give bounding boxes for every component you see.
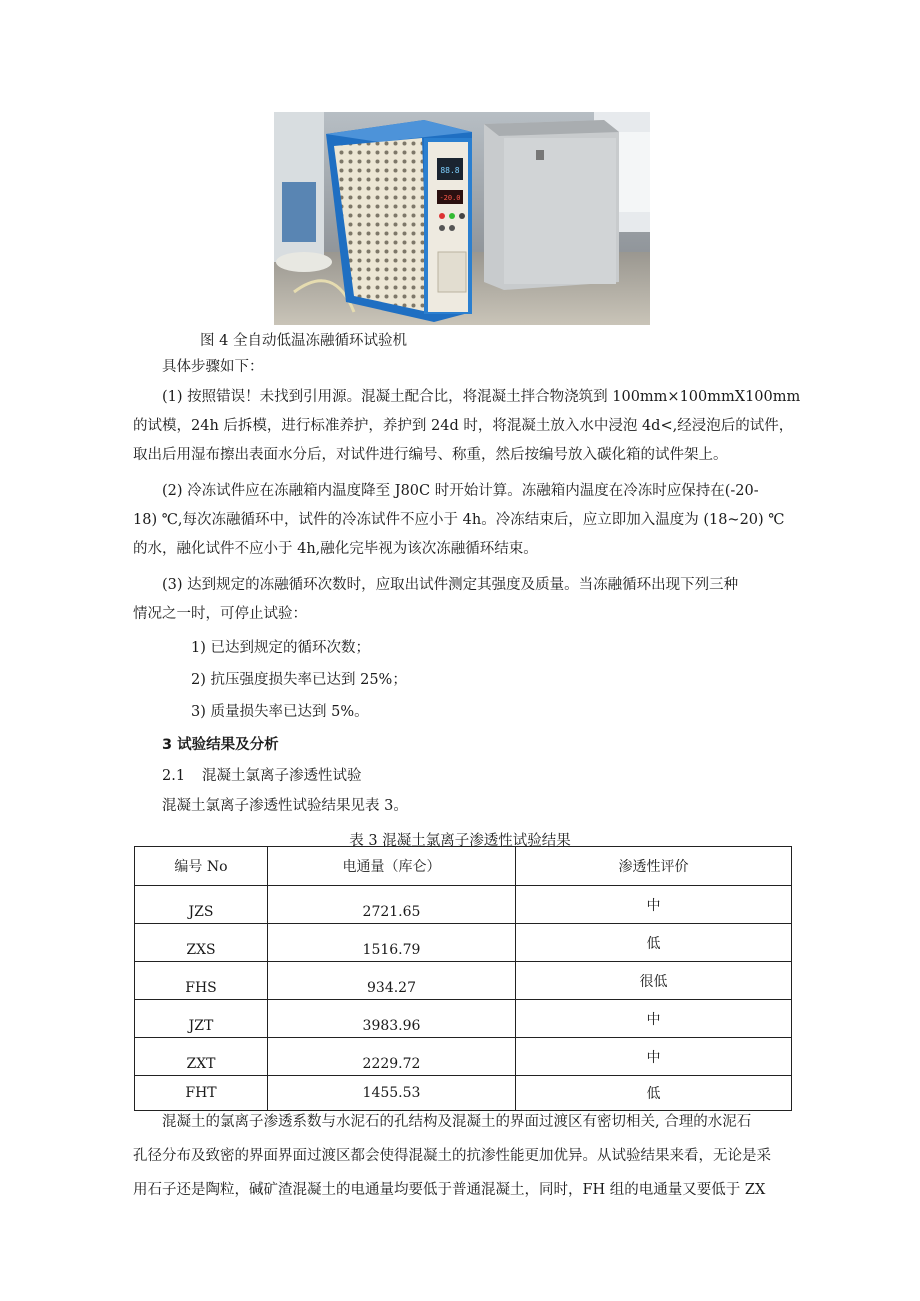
panel-display-bottom: -20.0 xyxy=(439,194,461,202)
cell-rating: 低 xyxy=(516,1076,792,1111)
subsection-heading xyxy=(162,764,362,785)
step-2-line-2: 18) ℃,每次冻融循环中，试件的冷冻试件不应小于 4h。冷冻结束后，应立即加入温度为 (18~20) ℃ xyxy=(133,512,785,528)
step-2 xyxy=(133,477,793,564)
table-row xyxy=(135,1076,792,1111)
step-1 xyxy=(133,383,801,470)
cell-flux: 2229.72 xyxy=(268,1038,516,1076)
cell-id: FHS xyxy=(135,962,268,1000)
step-2-line-1: (2) 冷冻试件应在冻融箱内温度降至 J80C 时开始计算。冻融箱内温度在冷冻时应保持在(-20- xyxy=(162,483,759,499)
stop-condition-2: 2) 抗压强度损失率已达到 25%； xyxy=(191,672,407,688)
header-flux: 电通量（库仑） xyxy=(268,847,516,886)
cell-rating: 中 xyxy=(516,1038,792,1076)
cell-flux: 1455.53 xyxy=(268,1076,516,1111)
cell-id: ZXT xyxy=(135,1038,268,1076)
results-table xyxy=(134,846,792,1111)
steps-intro xyxy=(133,353,793,382)
header-id: 编号 No xyxy=(135,847,268,886)
table-row xyxy=(135,1000,792,1038)
cell-rating: 很低 xyxy=(516,962,792,1000)
table-row xyxy=(135,1038,792,1076)
figure-caption: 图 4 全自动低温冻融循环试验机 xyxy=(200,333,407,349)
header-rating: 渗透性评价 xyxy=(516,847,792,886)
analysis-line-3: 用石子还是陶粒，碱矿渣混凝土的电通量均要低于普通混凝土，同时，FH 组的电通量又要低于 ZX xyxy=(133,1182,766,1198)
cell-id: JZS xyxy=(135,886,268,924)
cell-id: FHT xyxy=(135,1076,268,1111)
cell-rating: 中 xyxy=(516,1000,792,1038)
table-row xyxy=(135,962,792,1000)
table-caption: 表 3 混凝土氯离子渗透性试验结果 xyxy=(349,833,571,849)
figure-4-photo xyxy=(274,112,650,325)
table-row xyxy=(135,924,792,962)
step-1-line-2: 的试模，24h 后拆模，进行标准养护，养护到 24d 时，将混凝土放入水中浸泡 4d<,经浸泡后的试件， xyxy=(133,418,794,434)
analysis-line-1: 混凝土的氯离子渗透系数与水泥石的孔结构及混凝土的界面过渡区有密切相关, 合理的水泥石 xyxy=(162,1114,752,1130)
step-3-line-1: (3) 达到规定的冻融循环次数时，应取出试件测定其强度及质量。当冻融循环出现下列三种 xyxy=(162,577,739,593)
cell-rating: 低 xyxy=(516,924,792,962)
steps-intro-text: 具体步骤如下： xyxy=(162,359,264,375)
cell-flux: 934.27 xyxy=(268,962,516,1000)
panel-display-top: 88.8 xyxy=(440,166,460,175)
analysis-paragraph xyxy=(133,1108,793,1205)
step-1-line-3: 取出后用湿布擦出表面水分后，对试件进行编号、称重，然后按编号放入碳化箱的试件架上。 xyxy=(133,447,728,463)
stop-condition-1: 1) 已达到规定的循环次数； xyxy=(191,640,370,656)
step-3-line-2: 情况之一时，可停止试验： xyxy=(133,606,307,622)
step-1-line-1: (1) 按照错误！未找到引用源。混凝土配合比，将混凝土拌合物浇筑到 100mm×100mmX100mm xyxy=(162,389,801,405)
section-heading: 3 试验结果及分析 xyxy=(162,737,279,753)
cell-id: JZT xyxy=(135,1000,268,1038)
cell-id: ZXS xyxy=(135,924,268,962)
table-intro: 混凝土氯离子渗透性试验结果见表 3。 xyxy=(162,798,408,814)
analysis-line-2: 孔径分布及致密的界面界面过渡区都会使得混凝土的抗渗性能更加优异。从试验结果来看，无论是采 xyxy=(133,1148,771,1164)
cell-flux: 1516.79 xyxy=(268,924,516,962)
cell-flux: 3983.96 xyxy=(268,1000,516,1038)
step-3 xyxy=(133,571,793,629)
table-header-row xyxy=(135,847,792,886)
cell-rating: 中 xyxy=(516,886,792,924)
step-2-line-3: 的水，融化试件不应小于 4h,融化完毕视为该次冻融循环结束。 xyxy=(133,541,538,557)
subsection-title: 混凝土氯离子渗透性试验 xyxy=(202,768,362,784)
subsection-number: 2.1 xyxy=(162,768,186,784)
freeze-thaw-machine-illustration xyxy=(274,112,650,325)
table-row xyxy=(135,886,792,924)
stop-condition-3: 3) 质量损失率已达到 5%。 xyxy=(191,704,369,720)
cell-flux: 2721.65 xyxy=(268,886,516,924)
